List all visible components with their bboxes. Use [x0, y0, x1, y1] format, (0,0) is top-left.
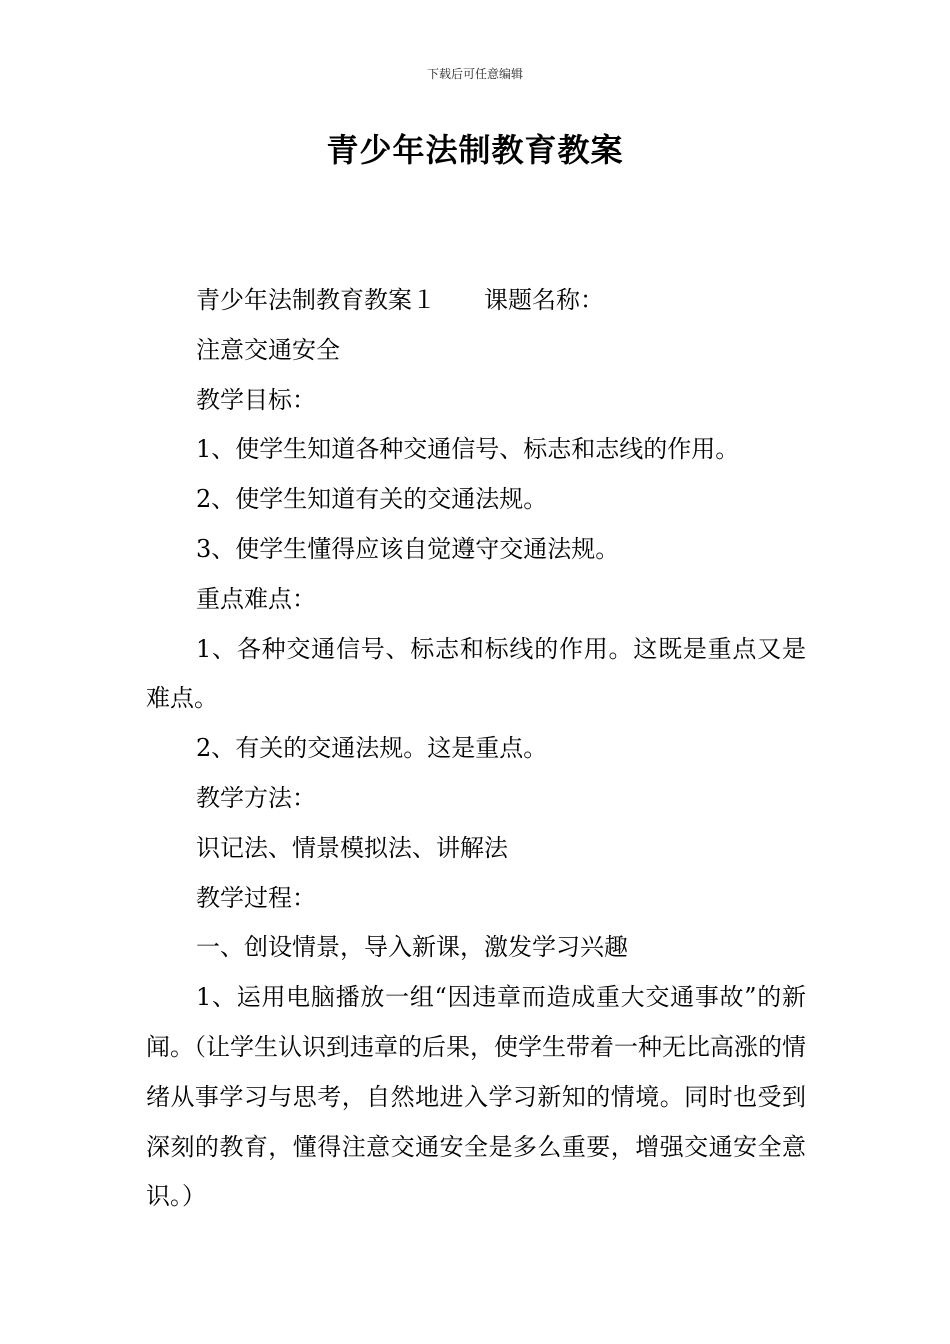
page-header-note: 下载后可任意编辑 — [426, 67, 523, 81]
heading-objectives: 教学目标： — [196, 385, 316, 414]
lead-paragraph — [146, 276, 806, 326]
heading-process: 教学过程： — [196, 883, 316, 912]
objective-1: 1、使学生知道各种交通信号、标志和志线的作用。 — [196, 435, 740, 464]
process-step-1-detail: 1、运用电脑播放一组“因违章而造成重大交通事故”的新闻。（让学生认识到违章的后果，使学生带着一种无比高涨的情绪从事学习与思考，自然地进入学习新知的情境。同时也受到深刻的教育，懂得注意交通安全是多么重要，增强交通安全意识。） — [146, 983, 806, 1211]
paragraph-course-name: 注意交通安全 — [196, 335, 340, 364]
objective-3: 3、使学生懂得应该自觉遵守交通法规。 — [196, 534, 620, 563]
lesson-plan-label: 青少年法制教育教案１ — [196, 286, 436, 314]
course-title-label: 课题名称： — [484, 286, 604, 314]
key-point-1: 1、各种交通信号、标志和标线的作用。这既是重点又是难点。 — [146, 634, 806, 713]
document-title: 青少年法制教育教案 — [326, 131, 624, 169]
heading-methods: 教学方法： — [196, 783, 316, 812]
heading-key-points: 重点难点： — [196, 584, 316, 613]
methods-list: 识记法、情景模拟法、讲解法 — [196, 833, 508, 862]
key-point-2: 2、有关的交通法规。这是重点。 — [196, 734, 548, 763]
process-step-1: 一、创设情景，导入新课，激发学习兴趣 — [196, 933, 628, 962]
objective-2: 2、使学生知道有关的交通法规。 — [196, 485, 548, 514]
document-body — [146, 276, 806, 1222]
